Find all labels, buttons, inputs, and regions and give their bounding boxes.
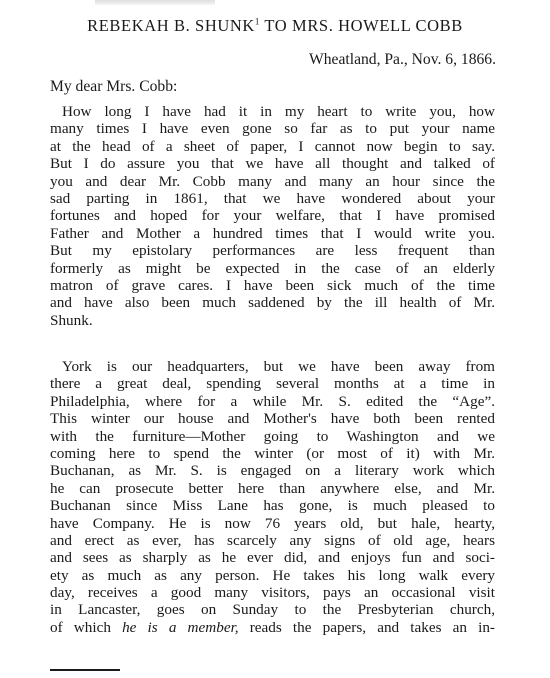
- heading-text: REBEKAH B. SHUNK: [87, 16, 255, 35]
- text-line: Buchanan, as Mr. S. is engaged on a literary work which: [50, 462, 495, 480]
- text-line: he can prosecute better here than anywhere else, and Mr.: [50, 479, 495, 497]
- text-line: in Lancaster, goes on Sunday to the Presbyterian church,: [50, 601, 495, 619]
- text-line: But I do assure you that we have all thought and talked of: [50, 155, 495, 173]
- text-line: there a great deal, spending several months at a time in: [50, 375, 495, 393]
- text-line: sad parting in 1861, that we have wondered about your: [50, 189, 495, 207]
- page-edge-mark: [95, 0, 215, 5]
- text-line: Buchanan since Miss Lane has gone, is much pleased to: [50, 497, 495, 515]
- text-line: day, receives a good many visitors, pays an occasional visit: [50, 584, 495, 602]
- text-line: matron of grave cares. I have been sick much of the time: [50, 276, 495, 294]
- text-line: at the head of a sheet of paper, I cannot now begin to say.: [50, 137, 495, 155]
- text-line-final: [50, 619, 495, 636]
- text-line: fortunes and hoped for your welfare, that I have promised: [50, 207, 495, 225]
- letter-dateline: Wheatland, Pa., Nov. 6, 1866.: [309, 51, 496, 68]
- text-line: you and dear Mr. Cobb many and many an hour since the: [50, 172, 495, 190]
- text-line: and have also been much saddened by the ill health of Mr.: [50, 294, 495, 312]
- text-line: York is our headquarters, but we have been away from: [62, 358, 495, 375]
- text-line: formerly as might be expected in the case of an elderly: [50, 259, 495, 277]
- paragraph-1: [50, 103, 495, 329]
- text-line: Shunk.: [50, 311, 93, 329]
- text-line: many times I have even gone so far as to put your name: [50, 120, 495, 138]
- footnote-rule: [50, 669, 120, 671]
- text-line: This winter our house and Mother's have both been rented: [50, 410, 495, 428]
- text-line: ety as much as any person. He takes his long walk every: [50, 566, 495, 584]
- letter-salutation: My dear Mrs. Cobb:: [50, 78, 178, 95]
- text-line: and erect as ever, has scarcely any signs of old age, hears: [50, 531, 495, 549]
- italic-text-run: he is a member,: [122, 618, 239, 636]
- footnote-marker: 1: [254, 16, 260, 27]
- text-line: Father and Mother a hundred times that I would write you.: [50, 224, 495, 242]
- text-run: reads the papers, and takes an in-: [238, 618, 495, 636]
- text-line: and sees as sharply as he ever did, and enjoys fun and soci-: [50, 549, 495, 567]
- paragraph-2: [50, 358, 495, 636]
- text-line: with the furniture—Mother going to Washington and we: [50, 427, 495, 445]
- letter-heading: [55, 16, 495, 36]
- text-run: of which: [50, 618, 123, 636]
- text-line: How long I have had it in my heart to write you, how: [62, 103, 495, 120]
- heading-rest: TO MRS. HOWELL COBB: [260, 16, 463, 35]
- text-line: Philadelphia, where for a while Mr. S. edited the “Age”.: [50, 392, 495, 410]
- text-line: But my epistolary performances are less frequent than: [50, 242, 495, 260]
- text-line: coming here to spend the winter (or most of it) with Mr.: [50, 444, 495, 462]
- text-line: have Company. He is now 76 years old, but hale, hearty,: [50, 514, 495, 532]
